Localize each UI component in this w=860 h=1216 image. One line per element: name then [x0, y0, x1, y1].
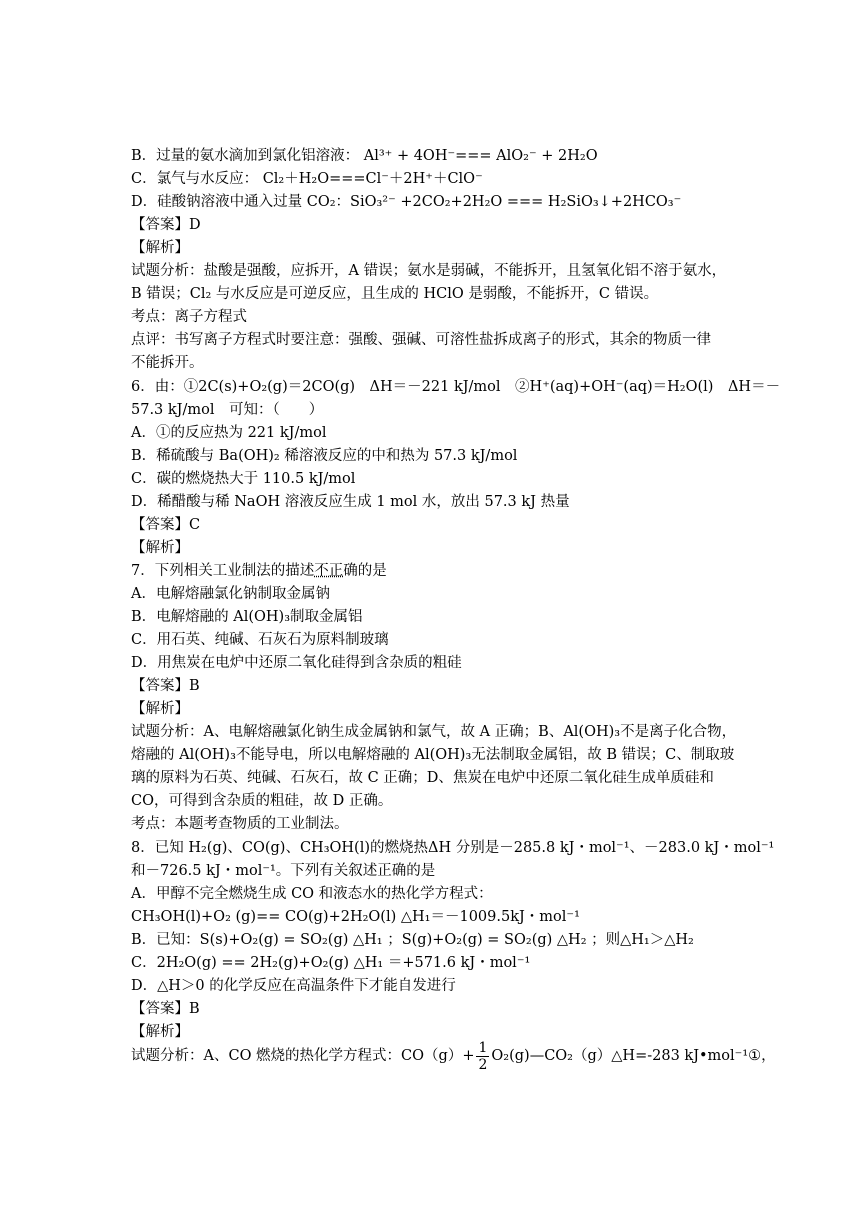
- fraction-one-half: [476, 1040, 489, 1073]
- option-c-line: C．氯气与水反应： Cl₂＋H₂O===Cl⁻＋2H⁺＋ClO⁻: [131, 171, 483, 187]
- question-6-stem: 6．由：①2C(s)+O₂(g)＝2CO(g) ΔH＝－221 kJ/mol ②H⁺(aq)+OH⁻(aq)＝H₂O(l) ΔH＝－: [131, 379, 781, 395]
- analysis-text: 试题分析：A、电解熔融氯化钠生成金属钠和氯气，故 A 正确；B、Al(OH)₃不是离子化合物，: [131, 724, 737, 740]
- option-a-line: A．甲醇不完全燃烧生成 CO 和液态水的热化学方程式：: [131, 886, 493, 902]
- question-7-stem: [131, 560, 387, 582]
- option-c-line: C．2H₂O(g) == 2H₂(g)+O₂(g) △H₁ ＝+571.6 kJ・mol⁻¹: [131, 955, 531, 971]
- option-b-line: B．过量的氨水滴加到氯化铝溶液： Al³⁺ + 4OH⁻=== AlO₂⁻ + 2H₂O: [131, 148, 598, 164]
- question-6-stem: 57.3 kJ/mol 可知：（ ）: [131, 402, 324, 418]
- answer-line: 【答案】D: [131, 217, 201, 233]
- analysis-text-start: 试题分析：A、CO 燃烧的热化学方程式：CO（g）+: [131, 1048, 475, 1064]
- option-d-line: D．△H＞0 的化学反应在高温条件下才能自发进行: [131, 978, 456, 994]
- option-a-line: A．①的反应热为 221 kJ/mol: [131, 425, 327, 441]
- question-8-stem: 8．已知 H₂(g)、CO(g)、CH₃OH(l)的燃烧热ΔH 分别是－285.8 kJ・mol⁻¹、－283.0 kJ・mol⁻¹: [131, 840, 775, 856]
- option-d-line: D．稀醋酸与稀 NaOH 溶液反应生成 1 mol 水，放出 57.3 kJ 热量: [131, 494, 570, 510]
- analysis-text: B 错误；Cl₂ 与水反应是可逆反应，且生成的 HClO 是弱酸，不能拆开，C 错误。: [131, 286, 659, 302]
- answer-line: 【答案】B: [131, 678, 200, 694]
- option-b-line: B．稀硫酸与 Ba(OH)₂ 稀溶液反应的中和热为 57.3 kJ/mol: [131, 448, 518, 464]
- option-a-line: A．电解熔融氯化钠制取金属钠: [131, 586, 330, 602]
- question-7-text-end: 确的是: [343, 563, 387, 579]
- analysis-heading: 【解析】: [131, 240, 189, 256]
- option-d-line: D．硅酸钠溶液中通入过量 CO₂：SiO₃²⁻ +2CO₂+2H₂O === H₂SiO₃↓+2HCO₃⁻: [131, 194, 682, 210]
- analysis-text-end: O₂(g)—CO₂（g）△H=-283 kJ•mol⁻¹①，: [491, 1048, 776, 1064]
- analysis-text: 熔融的 Al(OH)₃不能导电，所以电解熔融的 Al(OH)₃无法制取金属铝，故 B 错误；C、制取玻: [131, 747, 735, 763]
- question-7-emphasis: 不正: [314, 563, 344, 579]
- answer-line: 【答案】C: [131, 517, 201, 533]
- option-d-line: D．用焦炭在电炉中还原二氧化硅得到含杂质的粗硅: [131, 655, 462, 671]
- answer-line: 【答案】B: [131, 1001, 200, 1017]
- equation-line: CH₃OH(l)+O₂ (g)== CO(g)+2H₂O(l) △H₁＝－1009.5kJ・mol⁻¹: [131, 909, 580, 925]
- option-c-line: C．碳的燃烧热大于 110.5 kJ/mol: [131, 471, 356, 487]
- option-c-line: C．用石英、纯碱、石灰石为原料制玻璃: [131, 632, 389, 648]
- analysis-heading: 【解析】: [131, 1024, 189, 1040]
- analysis-heading: 【解析】: [131, 540, 189, 556]
- topic-line: 考点：本题考查物质的工业制法。: [131, 816, 349, 832]
- analysis-text: 试题分析：盐酸是强酸，应拆开，A 错误；氨水是弱碱，不能拆开，且氢氧化铝不溶于氨水，: [131, 263, 727, 279]
- analysis-text: 璃的原料为石英、纯碱、石灰石，故 C 正确；D、焦炭在电炉中还原二氧化硅生成单质硅和: [131, 770, 714, 786]
- analysis-heading: 【解析】: [131, 701, 189, 717]
- question-7-text: 7．下列相关工业制法的描述: [131, 563, 315, 579]
- fraction-numerator: 1: [478, 1039, 488, 1056]
- topic-line: 考点：离子方程式: [131, 309, 247, 325]
- question-8-stem: 和－726.5 kJ・mol⁻¹。下列有关叙述正确的是: [131, 863, 436, 879]
- option-b-line: B．已知：S(s)+O₂(g) = SO₂(g) △H₁ ；S(g)+O₂(g) = SO₂(g) △H₂ ；则△H₁＞△H₂: [131, 932, 694, 948]
- fraction-denominator: 2: [478, 1056, 488, 1073]
- comment-line: 点评：书写离子方程式时要注意：强酸、强碱、可溶性盐拆成离子的形式，其余的物质一律: [131, 332, 711, 348]
- analysis-last-line: [131, 1036, 776, 1076]
- comment-line: 不能拆开。: [131, 355, 204, 371]
- option-b-line: B．电解熔融的 Al(OH)₃制取金属铝: [131, 609, 363, 625]
- analysis-text: CO，可得到含杂质的粗硅，故 D 正确。: [131, 793, 393, 809]
